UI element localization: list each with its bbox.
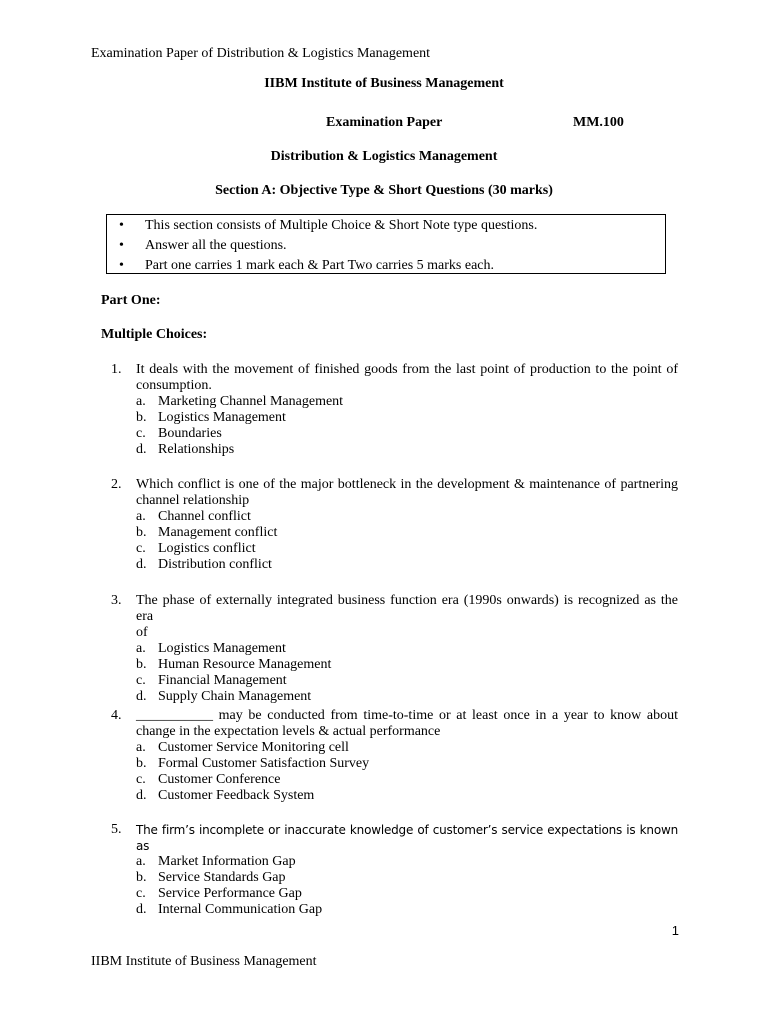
option-b: b. Human Resource Management xyxy=(136,657,332,672)
question-text-continued: channel relationship xyxy=(136,493,250,508)
option-c: c. Service Performance Gap xyxy=(136,886,302,901)
option-d: d. Customer Feedback System xyxy=(136,788,315,803)
question-number: 4. xyxy=(111,708,122,723)
instruction-item xyxy=(119,216,665,236)
page-number: 1 xyxy=(671,923,679,938)
part-label: Part One: xyxy=(101,293,161,308)
option-d: d. Distribution conflict xyxy=(136,557,272,572)
page-footer: IIBM Institute of Business Management xyxy=(91,954,317,969)
option-b: b. Formal Customer Satisfaction Survey xyxy=(136,756,370,771)
mcq-heading: Multiple Choices: xyxy=(101,327,208,342)
option-c: c. Customer Conference xyxy=(136,772,281,787)
question-text: The firm’s incomplete or inaccurate knowledge of customer’s service expectations is known as xyxy=(136,823,678,853)
option-b: b. Logistics Management xyxy=(136,410,286,425)
instructions-box xyxy=(106,214,666,274)
instruction-text: This section consists of Multiple Choice & Short Note type questions. xyxy=(145,218,538,233)
option-d: d. Supply Chain Management xyxy=(136,689,312,704)
option-a: a. Market Information Gap xyxy=(136,854,296,869)
option-a: a. Customer Service Monitoring cell xyxy=(136,740,349,755)
question-text: The phase of externally integrated business function era (1990s onwards) is recognized as the era xyxy=(136,593,678,624)
bullet-icon: • xyxy=(119,218,124,233)
question-4 xyxy=(111,708,678,804)
question-number: 3. xyxy=(111,593,122,608)
question-2 xyxy=(111,477,678,573)
question-number: 5. xyxy=(111,822,122,837)
option-a: a. Channel conflict xyxy=(136,509,251,524)
subject-title: Distribution & Logistics Management xyxy=(270,149,498,164)
option-c: c. Financial Management xyxy=(136,673,287,688)
instruction-text: Answer all the questions. xyxy=(145,238,287,253)
option-b: b. Service Standards Gap xyxy=(136,870,286,885)
question-text: ___________ may be conducted from time-to-time or at least once in a year to know about xyxy=(136,708,678,723)
instruction-item xyxy=(119,256,665,276)
exam-paper-label: Examination Paper xyxy=(326,115,443,130)
question-text-continued: of xyxy=(136,625,148,640)
question-1 xyxy=(111,362,678,458)
question-3 xyxy=(111,593,678,705)
instruction-item xyxy=(119,236,665,256)
instruction-text: Part one carries 1 mark each & Part Two carries 5 marks each. xyxy=(145,258,495,273)
exam-code: MM.100 xyxy=(573,115,624,130)
option-a: a. Logistics Management xyxy=(136,641,286,656)
bullet-icon: • xyxy=(119,238,124,253)
bullet-icon: • xyxy=(119,258,124,273)
question-text: It deals with the movement of finished goods from the last point of production to the point of xyxy=(136,362,678,377)
option-a: a. Marketing Channel Management xyxy=(136,394,344,409)
option-c: c. Boundaries xyxy=(136,426,222,441)
running-header: Examination Paper of Distribution & Logistics Management xyxy=(91,46,431,61)
question-number: 1. xyxy=(111,362,122,377)
institute-title: IIBM Institute of Business Management xyxy=(264,76,504,91)
question-text-continued: change in the expectation levels & actual performance xyxy=(136,724,441,739)
question-text: Which conflict is one of the major bottleneck in the development & maintenance of partnering xyxy=(136,477,678,492)
option-d: d. Relationships xyxy=(136,442,235,457)
question-5 xyxy=(111,822,678,918)
option-d: d. Internal Communication Gap xyxy=(136,902,323,917)
option-b: b. Management conflict xyxy=(136,525,278,540)
option-c: c. Logistics conflict xyxy=(136,541,256,556)
section-title: Section A: Objective Type & Short Questions (30 marks) xyxy=(215,183,553,198)
question-text-continued: consumption. xyxy=(136,378,212,393)
question-number: 2. xyxy=(111,477,122,492)
